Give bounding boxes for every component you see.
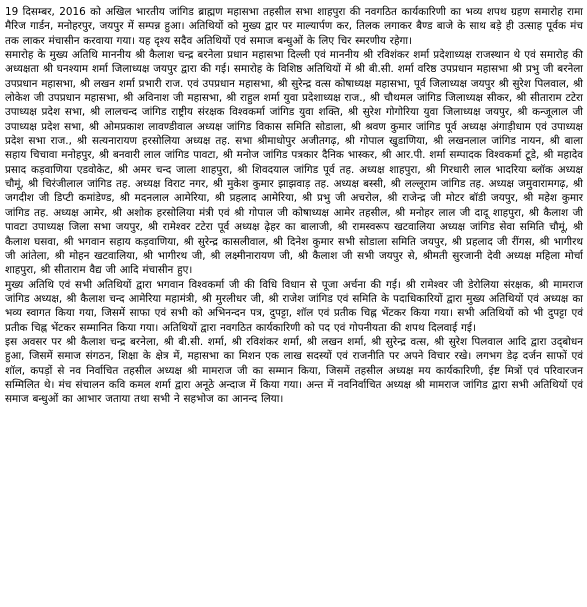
ceremony-paragraph: मुख्य अतिथि एवं सभी अतिथियों द्वारा भगवान विश्वकर्मा जी की विधि विधान से पूजा अर्चना की गई। श्री रामेश्वर जी डेरोलिया संरक्षक, श्री मामराज जांगिड अध्यक्ष, श्री कैलाश चन्द आमेरिया महामंत्री, श्री मुरलीधर जी, श्री राजेश जांगिड एवं समिति के पदाधिकारियों द्वारा मुख्य अतिथियों एवं अध्यक्ष का भव्य स्वागत किया गया, जिसमें साफा एवं सभी को अभिनन्दन पत्र, दुपट्टा, शॉल एवं प्रतीक चिह्न भेंटकर किया गया। सभी अतिथियों को भी दुपट्टा एवं प्रतीक चिह्न भेंटकर सम्मानित किया गया। अतिथियों द्वारा नवगठित कार्यकारिणी को पद एवं गोपनीयता की शपथ दिलवाई गई। (5, 278, 583, 334)
closing-paragraph: इस अवसर पर श्री कैलाश चन्द्र बरनेला, श्री बी.सी. शर्मा, श्री रविशंकर शर्मा, श्री लखन शर्मा, श्री सुरेन्द्र वत्स, श्री सुरेश पिलवाल आदि द्वारा उद्‌बोधन हुआ, जिसमें समाज संगठन, शिक्षा के क्षेत्र में, महासभा का मिशन एक लाख सदस्यों एवं राजनीति पर अपने विचार रखे। लगभग डेढ़ दर्जन साफों एवं शॉल, कपड़ों से नव निर्वाचित तहसील अध्यक्ष श्री मामराज जी का सम्मान किया, जिसमें तहसील अध्यक्ष मय कार्यकारिणी, ईष्ट मित्रों एवं परिवारजन सम्मिलित थे। मंच संचालन कवि कमल शर्मा द्वारा अनूठे अन्दाज में किया गया। अन्त में नवनिर्वाचित अध्यक्ष श्री मामराज जांगिड द्वारा सभी अतिथियों एवं समाज बन्धुओं का आभार जताया तथा सभी ने सहभोज का आनन्द लिया। (5, 335, 583, 406)
guests-paragraph: समारोह के मुख्य अतिथि माननीय श्री कैलाश चन्द्र बरनेला प्रधान महासभा दिल्ली एवं माननीय श्री रविशंकर शर्मा प्रदेशाध्यक्ष राजस्थान थे एवं समारोह की अध्यक्षता श्री घनश्याम शर्मा जिलाध्यक्ष जयपुर द्वारा की गई। समारोह के विशिष्ठ अतिथियों में श्री बी.सी. शर्मा वरिष्ठ उपप्रधान महासभा श्री प्रभु जी बरनेला उपप्रधान महासभा, श्री लखन शर्मा प्रभारी राज. एवं उपप्रधान महासभा, श्री सुरेन्द्र वत्स कोषाध्यक्ष महासभा, पूर्व जिलाध्यक्ष जयपुर श्री सुरेश पिलवाल, श्री लोकेश जी उपप्रधान महासभा, श्री अविनाश जी महासभा, श्री राहुल शर्मा युवा प्रदेशाध्यक्ष राज., श्री चौथमल जांगिड जिलाध्यक्ष सीकर, श्री सीताराम टटेरा उपाध्यक्ष प्रदेश सभा, श्री लालचन्द जांगिड राष्ट्रीय संरक्षक विश्वकर्मा जांगिड युवा शक्ति, श्री सुरेश गोगोरिया युवा जिलाध्यक्ष जयपुर, श्री कन्जूलाल जी उपाध्यक्ष प्रदेश सभा, श्री ओमप्रकाश लावण्डीवाल अध्यक्ष जांगिड विकास समिति सोडाला, श्री श्रवण कुमार जांगिड पूर्व अध्यक्ष अंगाड़ीधाम एवं उपाध्यक्ष प्रदेश सभा राज., श्री सत्यनारायण हरसोलिया अध्यक्ष तह. सभा श्रीमाधोपुर अजीतगढ़, श्री गोपाल खुडाणिया, श्री लखनलाल जांगिड नायन, श्री बाला सहाय चिचावा मनोहपुर, श्री बनवारी लाल जांगिड पावटा, श्री मनोज जांगिड पत्रकार दैनिक भास्कर, श्री आर.पी. शर्मा सम्पादक विश्वकर्मा टूडे, श्री महादेव प्रसाद कड़वाणिया एडवोकेट, श्री अमर चन्द जाला शाहपुरा, श्री शिवदयाल जांगिड पूर्व तह. अध्यक्ष शाहपुरा, श्री गिरधारी लाल भादरिया ब्लॉक अध्यक्ष चौमूं, श्री चिरंजीलाल जांगिड तह. अध्यक्ष विराट नगर, श्री मुकेश कुमार झाझवाड़ तह. अध्यक्ष बस्सी, श्री लल्लूराम जांगिड तह. अध्यक्ष जमुवारामगढ़, श्री जगदीश जी डिप्टी कमांडेण्ड, श्री मदनलाल आमेरिया, श्री प्रहलाद आमेरिया, श्री प्रभु जी अचरोल, श्री राजेन्द्र जी मोटर बॉडी जयपुर, श्री महेश कुमार जांगिड तह. अध्यक्ष आमेर, श्री अशोक हरसोलिया मंत्री एवं श्री गोपाल जी कोषाध्यक्ष आमेर तहसील, श्री मनोहर लाल जी दादू शाहपुरा, श्री कैलाश जी पावटा उपाध्यक्ष जिला सभा जयपुर, श्री रामेश्वर टटेरा पूर्व अध्यक्ष ढ़ेहर का बालाजी, श्री रामस्वरूप खटवालिया अध्यक्ष जांगिड सेवा समिति चौमूं, श्री कैलाश घसवा, श्री भगवान सहाय कड़वाणिया, श्री सुरेन्द्र कासलीवाल, श्री दिनेश कुमार सभी सोडाला समिति जयपुर, श्री प्रहलाद जी रींगस, श्री भागीरथ जी आंतेला, श्री मोहन खटवालिया, श्री भागीरथ जी, श्री लक्ष्मीनारायण जी, श्री कैलाश जी सभी जयपुर से, श्रीमती सुरजानी देवी अध्यक्ष महिला मोर्चा शाहपुरा, श्री सीताराम वैद्य जी आदि मंचासीन हुए। (5, 49, 583, 277)
intro-paragraph: 19 दिसम्बर, 2016 को अखिल भारतीय जांगिड ब्राह्मण महासभा तहसील सभा शाहपुरा की नवगठित कार्यकारिणी का भव्य शपथ ग्रहण समारोह रामा मैरिज गार्डन, मनोहरपुर, जयपुर में सम्पन्न हुआ। अतिथियों को मुख्य द्वार पर माल्यार्पण कर, तिलक लगाकर बैण्ड बाजे के साथ बड़े ही उत्साह पूर्वक मंच तक लाकर मंचासीन करवाया गया। यह दृश्य सदैव अतिथियों एवं समाज बन्धुओं के लिए चिर स्मरणीय रहेगा। (5, 6, 583, 47)
